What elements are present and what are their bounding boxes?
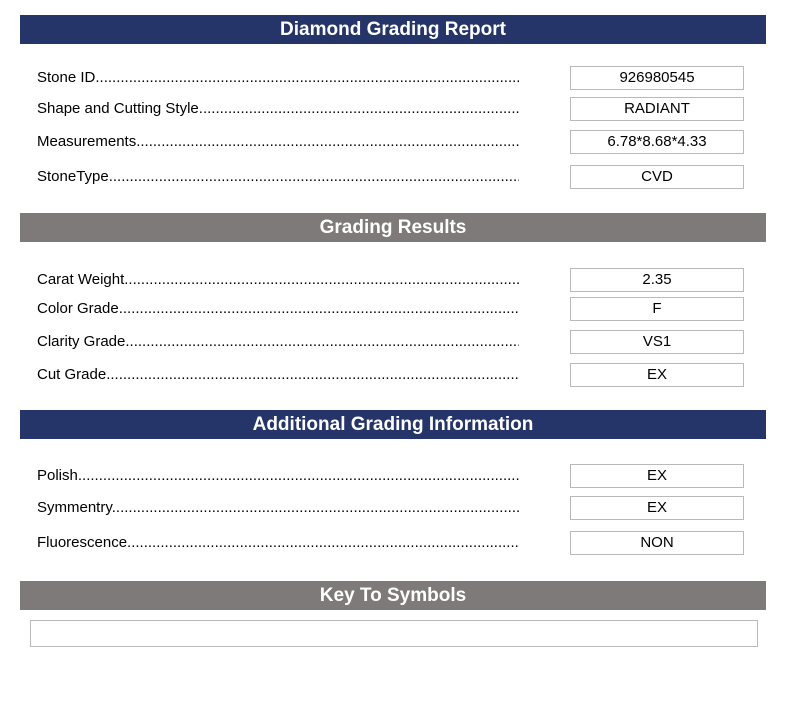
additional-info-band <box>20 410 766 439</box>
fluorescence-label: Fluorescence ..... <box>37 534 519 552</box>
cut-grade-label: Cut Grade ..... <box>37 366 519 384</box>
report-title-band <box>20 15 766 44</box>
polish-label: Polish ..... <box>37 467 519 485</box>
stone-id-value: 926980545 <box>570 66 744 90</box>
clarity-grade-row <box>37 330 747 354</box>
carat-weight-value: 2.35 <box>570 268 744 292</box>
carat-weight-row <box>37 268 747 292</box>
key-to-symbols-box <box>30 620 758 647</box>
stone-type-row <box>37 165 747 189</box>
stone-type-value: CVD <box>570 165 744 189</box>
symmetry-label: Symmentry ..... <box>37 499 519 517</box>
measurements-label: Measurements ..... <box>37 133 519 151</box>
symmetry-value: EX <box>570 496 744 520</box>
shape-label: Shape and Cutting Style ..... <box>37 100 519 118</box>
color-grade-row <box>37 297 747 321</box>
cut-grade-row <box>37 363 747 387</box>
stone-id-label: Stone ID ..... <box>37 69 519 87</box>
stone-type-label: StoneType ..... <box>37 168 519 186</box>
polish-value: EX <box>570 464 744 488</box>
measurements-value: 6.78*8.68*4.33 <box>570 130 744 154</box>
fluorescence-value: NON <box>570 531 744 555</box>
shape-value: RADIANT <box>570 97 744 121</box>
symmetry-row <box>37 496 747 520</box>
fluorescence-row <box>37 531 747 555</box>
key-to-symbols-band <box>20 581 766 610</box>
report-title: Diamond Grading Report <box>280 19 506 40</box>
color-grade-value: F <box>570 297 744 321</box>
additional-info-title: Additional Grading Information <box>252 414 534 435</box>
key-to-symbols-title: Key To Symbols <box>319 585 467 606</box>
clarity-grade-label: Clarity Grade ..... <box>37 333 519 351</box>
shape-row <box>37 97 747 121</box>
stone-id-row <box>37 66 747 90</box>
measurements-row <box>37 130 747 154</box>
carat-weight-label: Carat Weight ..... <box>37 271 519 289</box>
clarity-grade-value: VS1 <box>570 330 744 354</box>
polish-row <box>37 464 747 488</box>
grading-results-title: Grading Results <box>319 217 467 238</box>
cut-grade-value: EX <box>570 363 744 387</box>
grading-results-band <box>20 213 766 242</box>
color-grade-label: Color Grade ..... <box>37 300 519 318</box>
